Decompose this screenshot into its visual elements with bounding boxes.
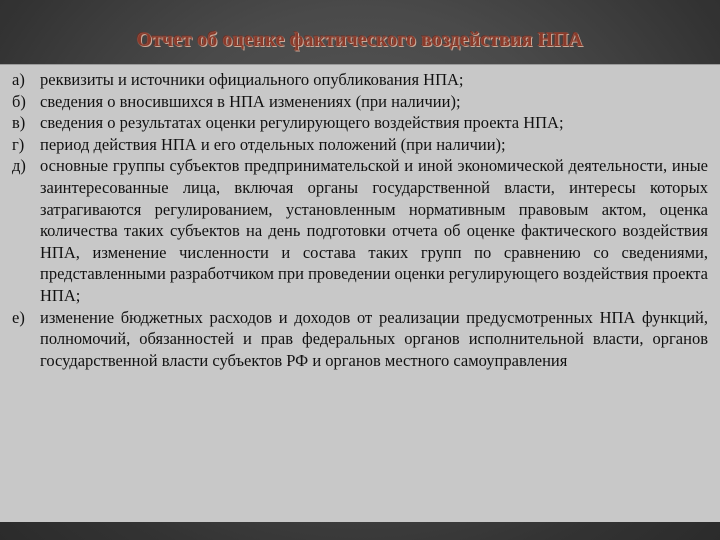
list-item bbox=[12, 307, 708, 372]
item-marker: в) bbox=[12, 113, 26, 133]
item-text: сведения о результатах оценки регулирующего воздействия проекта НПА; bbox=[40, 113, 564, 133]
list-item bbox=[12, 112, 708, 134]
item-marker: а) bbox=[12, 70, 25, 89]
slide-title: Отчет об оценке фактического воздействия НПА bbox=[136, 30, 584, 51]
item-text: реквизиты и источники официального опубликования НПА; bbox=[40, 70, 464, 89]
list-item bbox=[12, 134, 708, 156]
item-marker: б) bbox=[12, 91, 26, 111]
item-marker: г) bbox=[12, 134, 25, 154]
item-text: период действия НПА и его отдельных положений (при наличии); bbox=[40, 134, 506, 154]
list-item bbox=[12, 91, 708, 113]
list-item bbox=[12, 155, 708, 306]
item-text: основные группы субъектов предпринимательской и иной экономической деятельности, иные заинтересованные лица, включая органы государственной власти, интересы которых затрагиваются регулированием, установленным нормативным правовым актом, оценка количества таких субъектов на день подготовки отчета об оценке фактического воздействия НПА, изменение численности и состава таких групп по сравнению со сведениями, представленными разработчиком при проведении оценки регулирующего воздействия проекта НПА; bbox=[40, 156, 708, 305]
item-text: изменение бюджетных расходов и доходов от реализации предусмотренных НПА функций, полномочий, обязанностей и прав федеральных органов исполнительной власти, органов государственной власти субъектов РФ и органов местного самоуправления bbox=[40, 307, 708, 370]
item-marker: д) bbox=[12, 156, 26, 176]
content-box bbox=[0, 64, 720, 522]
item-text: сведения о вносившихся в НПА изменениях (при наличии); bbox=[40, 91, 461, 111]
item-marker: е) bbox=[12, 307, 25, 327]
list-item bbox=[12, 69, 708, 91]
